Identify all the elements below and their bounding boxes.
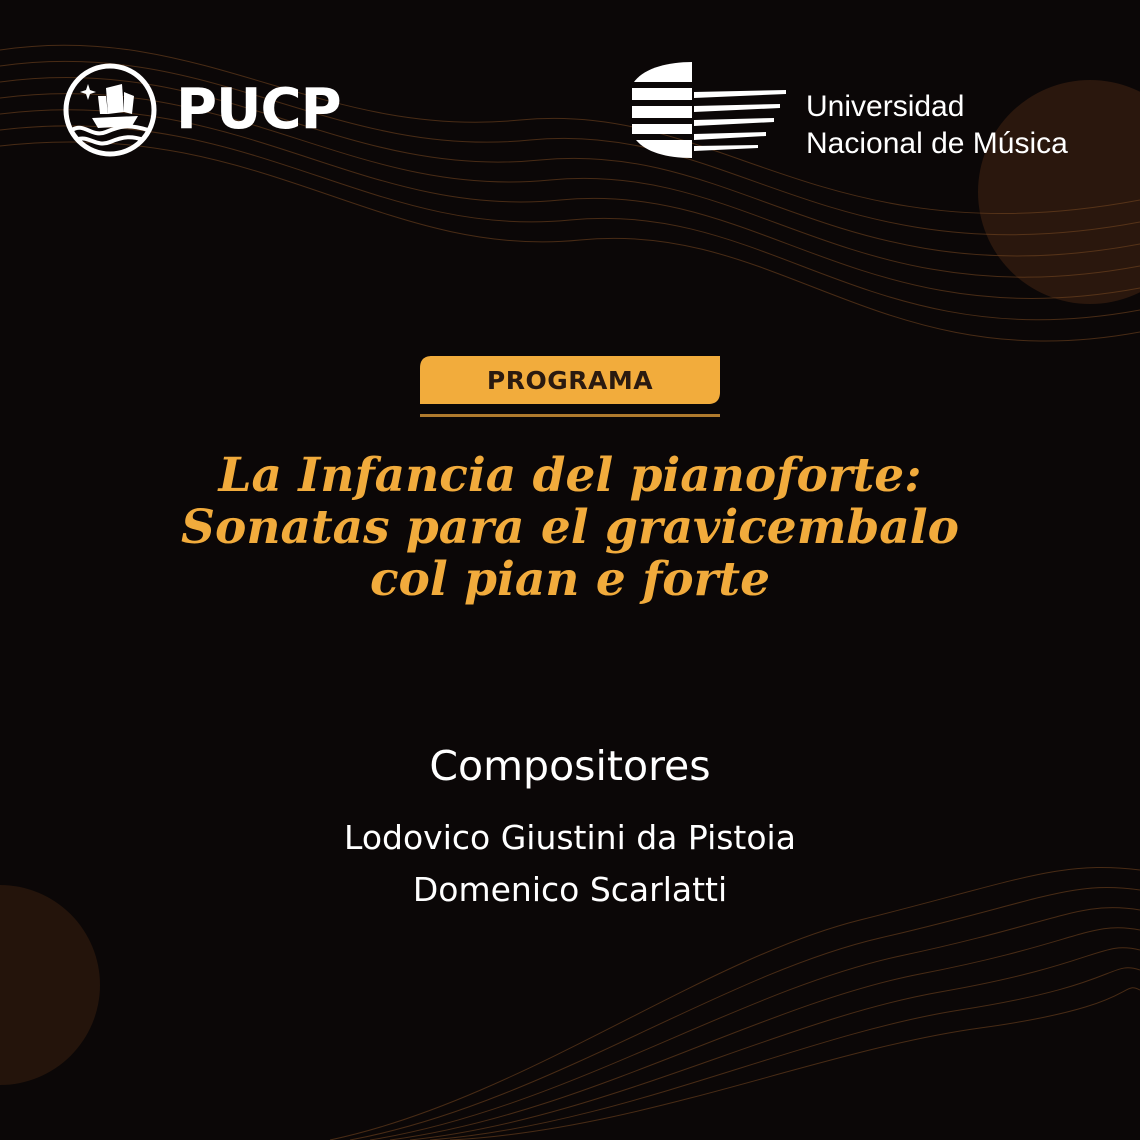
event-title-line2: Sonatas para el gravicembalo bbox=[181, 500, 959, 555]
piano-keys-emblem-icon bbox=[630, 62, 790, 160]
unm-wordmark bbox=[806, 88, 1068, 162]
pucp-logo bbox=[62, 62, 362, 160]
programa-badge bbox=[420, 356, 720, 404]
composers-heading: Compositores bbox=[429, 742, 711, 790]
unm-wordmark-line1: Universidad bbox=[806, 90, 965, 123]
unm-logo bbox=[630, 62, 1090, 162]
event-title-line1: La Infancia del pianoforte: bbox=[218, 448, 922, 503]
composers-list bbox=[0, 812, 1140, 916]
unm-wordmark-line2: Nacional de Música bbox=[806, 127, 1068, 160]
ship-emblem-icon bbox=[62, 62, 158, 158]
event-title bbox=[60, 450, 1080, 606]
badge-underline bbox=[420, 414, 720, 417]
composer-name: Lodovico Giustini da Pistoia bbox=[344, 818, 796, 857]
pucp-wordmark: PUCP bbox=[176, 77, 341, 142]
badge-label: PROGRAMA bbox=[486, 366, 654, 395]
composer-name: Domenico Scarlatti bbox=[412, 870, 728, 909]
event-title-line3: col pian e forte bbox=[369, 552, 771, 607]
